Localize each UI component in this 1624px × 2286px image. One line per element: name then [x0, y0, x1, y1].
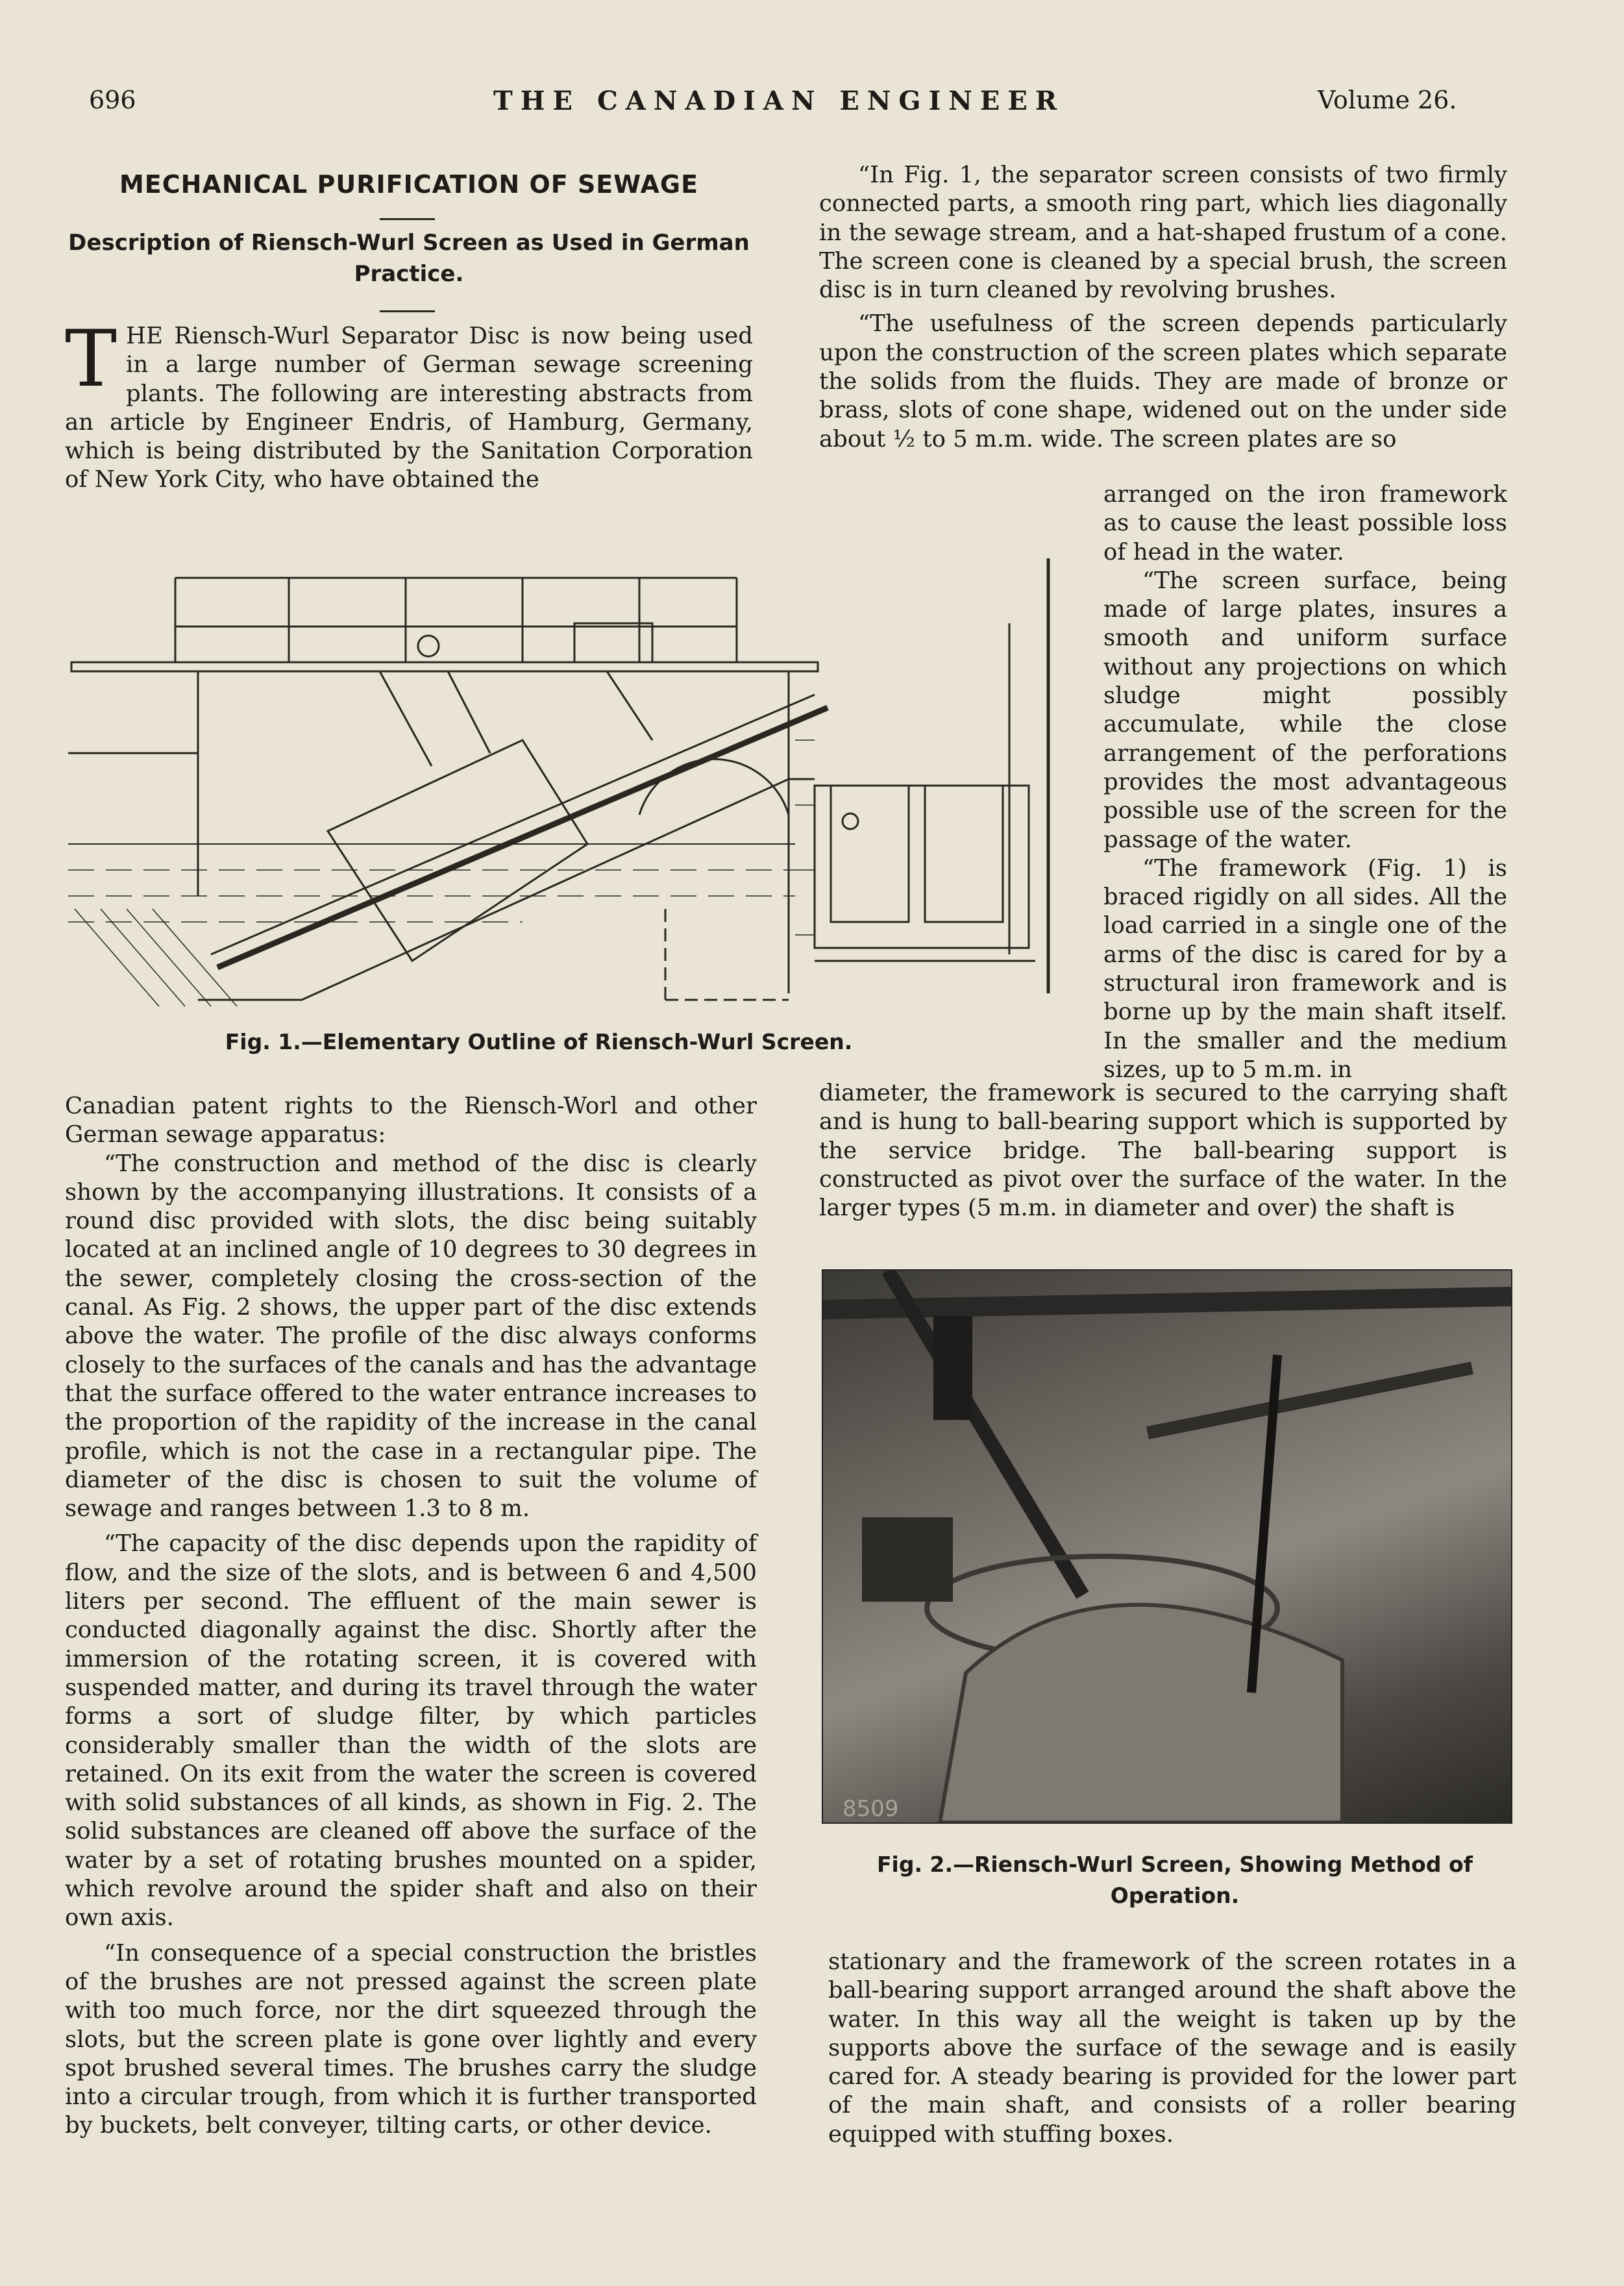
paragraph: “The usefulness of the screen depends particularly upon the construction of the screen plates which separate the solids from the fluids. They are made of bronze or brass, slots of cone shape, widened out on the under side about ½ to 5 m.m. wide. The screen plates are so: [819, 310, 1507, 453]
paragraph: “In consequence of a special construction the bristles of the brushes are not pressed against the screen plate with too much force, nor the dirt squeezed through the slots, but the screen plate is gone over lightly and every spot brushed several times. The brushes carry the sludge into a circular trough, from which it is further transported by buckets, belt conveyer, tilting carts, or other device.: [65, 1939, 757, 2139]
paragraph: “The framework (Fig. 1) is braced rigidly on all sides. All the load carried in a single one of the arms of the disc is cared for by a structural iron framework and is borne up by the main shaft itself. In the smaller and the medium sizes, up to 5 m.m. in: [1103, 854, 1507, 1083]
paragraph: “In Fig. 1, the separator screen consists of two firmly connected parts, a smooth ring part, which lies diagonally in the sewage stream, and a hat-shaped frustum of a cone. The screen cone is cleaned by a special brush, the screen disc is in turn cleaned by revolving brushes.: [819, 162, 1507, 304]
journal-title: THE CANADIAN ENGINEER: [493, 86, 1065, 116]
volume-label: Volume 26.: [1318, 86, 1457, 114]
left-column-body: [65, 1092, 757, 2141]
paragraph: arranged on the iron framework as to cause the least possible loss of head in the water.: [1103, 481, 1507, 565]
paragraph: “The screen surface, being made of large plates, insures a smooth and uniform surface without any projections on which sludge might possibly accumulate, while the close arrangement of the perforations provides the most advantageous possible use of the screen for the passage of the water.: [1103, 567, 1507, 853]
figure-2-scene: [823, 1271, 1511, 1822]
figure-1-diagram: [68, 545, 1061, 1013]
paragraph: Canadian patent rights to the Riensch-Worl and other German sewage apparatus:: [65, 1093, 757, 1149]
paragraph: stationary and the framework of the screen rotates in a ball-bearing support arranged around the shaft above the water. In this way all the weight is taken up by the supports above the surface of the sewage and is easily cared for. A steady bearing is provided for the lower part of the main shaft, and consists of a roller bearing equipped with stuffing boxes.: [828, 1948, 1516, 2148]
figure-2-photograph: [822, 1269, 1512, 1824]
intro-paragraph: THE Riensch-Wurl Separator Disc is now being used in a large number of German sewage screening plants. The following are interesting abstracts from an article by Engineer Endris, of Hamburg, Germany, which is being distributed by the Sanitation Corporation of New York City, who have obtained the: [65, 314, 753, 493]
figure-1-caption: Fig. 1.—Elementary Outline of Riensch-Wurl Screen.: [225, 1029, 853, 1054]
article-title: MECHANICAL PURIFICATION OF SEWAGE: [119, 170, 699, 199]
right-column-top: [819, 161, 1507, 454]
paragraph: “The construction and method of the disc is clearly shown by the accompanying illustrations. It consists of a round disc provided with slots, the disc being suitably located at an inclined angle of 10 degrees to 30 degrees in the sewer, completely closing the cross-section of the canal. As Fig. 2 shows, the upper part of the disc extends above the water. The profile of the disc always conforms closely to the surfaces of the canals and has the advantage that the surface offered to the water entrance increases to the proportion of the rapidity of the increase in the canal profile, which is not the case in a rectangular pipe. The diameter of the disc is chosen to suit the volume of sewage and ranges between 1.3 to 8 m.: [65, 1150, 757, 1522]
title-rule: [380, 218, 435, 220]
subtitle-rule: [380, 310, 435, 312]
bridge-deck: [71, 662, 818, 671]
article-subtitle: Description of Riensch-Wurl Screen as Used in German Practice.: [68, 230, 750, 287]
page-number: 696: [89, 86, 136, 114]
figure-2-caption: Fig. 2.—Riensch-Wurl Screen, Showing Method of Operation.: [877, 1852, 1473, 1908]
right-column-middle: [819, 1079, 1507, 1223]
paragraph: “The capacity of the disc depends upon the rapidity of flow, and the size of the slots, and is between 6 and 4,500 liters per second. The effluent of the main sewer is conducted diagonally against the disc. Shortly after the immersion of the rotating screen, it is covered with suspended matter, and during its travel through the water forms a sort of sludge filter, by which particles considerably smaller than the width of the slots are retained. On its exit from the water the screen is covered with solid substances of all kinds, as shown in Fig. 2. The solid substances are cleaned off above the surface of the water by a set of rotating brushes mounted on a spider, which revolve around the spider shaft and also on their own axis.: [65, 1530, 757, 1932]
right-column-bottom: [828, 1948, 1516, 2149]
drop-cap: T: [65, 314, 117, 404]
right-column-narrow: [1103, 480, 1507, 1084]
figure-2-plate-number: 8509: [843, 1796, 899, 1822]
paragraph: diameter, the framework is secured to the carrying shaft and is hung to ball-bearing support which is supported by the service bridge. The ball-bearing support is constructed as pivot over the surface of the water. In the larger types (5 m.m. in diameter and over) the shaft is: [819, 1080, 1507, 1222]
